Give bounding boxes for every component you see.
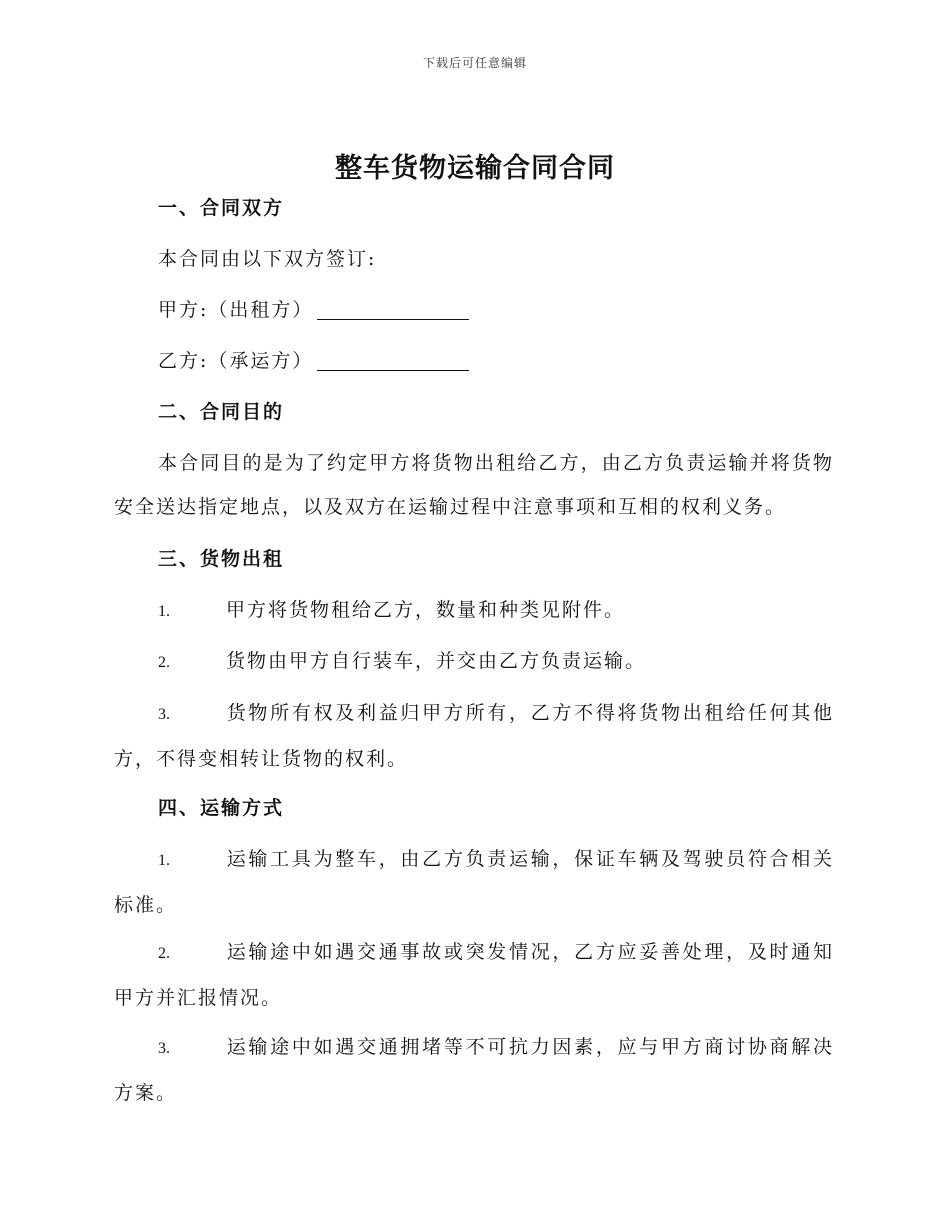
document-title: 整车货物运输合同合同: [335, 153, 615, 184]
transport-item-1-text: 运输工具为整车，由乙方负责运输，保证车辆及驾驶员符合相关标准。: [114, 848, 834, 916]
lease-item-1-text: 甲方将货物租给乙方，数量和种类见附件。: [226, 599, 626, 621]
transport-item-2-number: 2.: [158, 945, 170, 962]
lease-item-2-number: 2.: [158, 654, 170, 671]
lease-item-3-number: 3.: [158, 706, 170, 723]
header-note: 下载后可任意编辑: [422, 56, 527, 70]
lease-item-2: [114, 639, 834, 685]
section-heading-purpose: 二、合同目的: [158, 401, 285, 423]
transport-item-2-text: 运输途中如遇交通事故或突发情况，乙方应妥善处理，及时通知甲方并汇报情况。: [114, 941, 834, 1009]
lease-item-1-number: 1.: [158, 603, 170, 620]
purpose-paragraph: 本合同目的是为了约定甲方将货物出租给乙方，由乙方负责运输并将货物安全送达指定地点，以及双方在运输过程中注意事项和互相的权利义务。: [114, 452, 834, 518]
lease-item-2-text: 货物由甲方自行装车，并交由乙方负责运输。: [226, 650, 647, 672]
section-heading-parties: 一、合同双方: [158, 197, 285, 219]
section-heading-transport: 四、运输方式: [158, 797, 285, 819]
party-a-label: 甲方:（出租方）: [158, 299, 314, 321]
transport-item-3: [114, 1025, 834, 1115]
party-a-line: [158, 288, 878, 332]
party-b-label: 乙方:（承运方）: [158, 350, 314, 372]
transport-item-2: [114, 930, 834, 1020]
transport-item-1-number: 1.: [158, 852, 170, 869]
transport-item-3-text: 运输途中如遇交通拥堵等不可抗力因素，应与甲方商讨协商解决方案。: [114, 1036, 834, 1104]
lease-item-3: [114, 691, 834, 781]
party-a-blank[interactable]: [317, 293, 469, 320]
lease-item-3-text: 货物所有权及利益归甲方所有，乙方不得将货物出租给任何其他方，不得变相转让货物的权利。: [114, 702, 834, 770]
party-b-line: [158, 339, 878, 383]
parties-intro: 本合同由以下双方签订:: [158, 248, 377, 270]
lease-item-1: [114, 588, 834, 634]
party-b-blank[interactable]: [317, 344, 469, 371]
transport-item-3-number: 3.: [158, 1040, 170, 1057]
transport-item-1: [114, 837, 834, 927]
section-heading-lease: 三、货物出租: [158, 548, 285, 570]
